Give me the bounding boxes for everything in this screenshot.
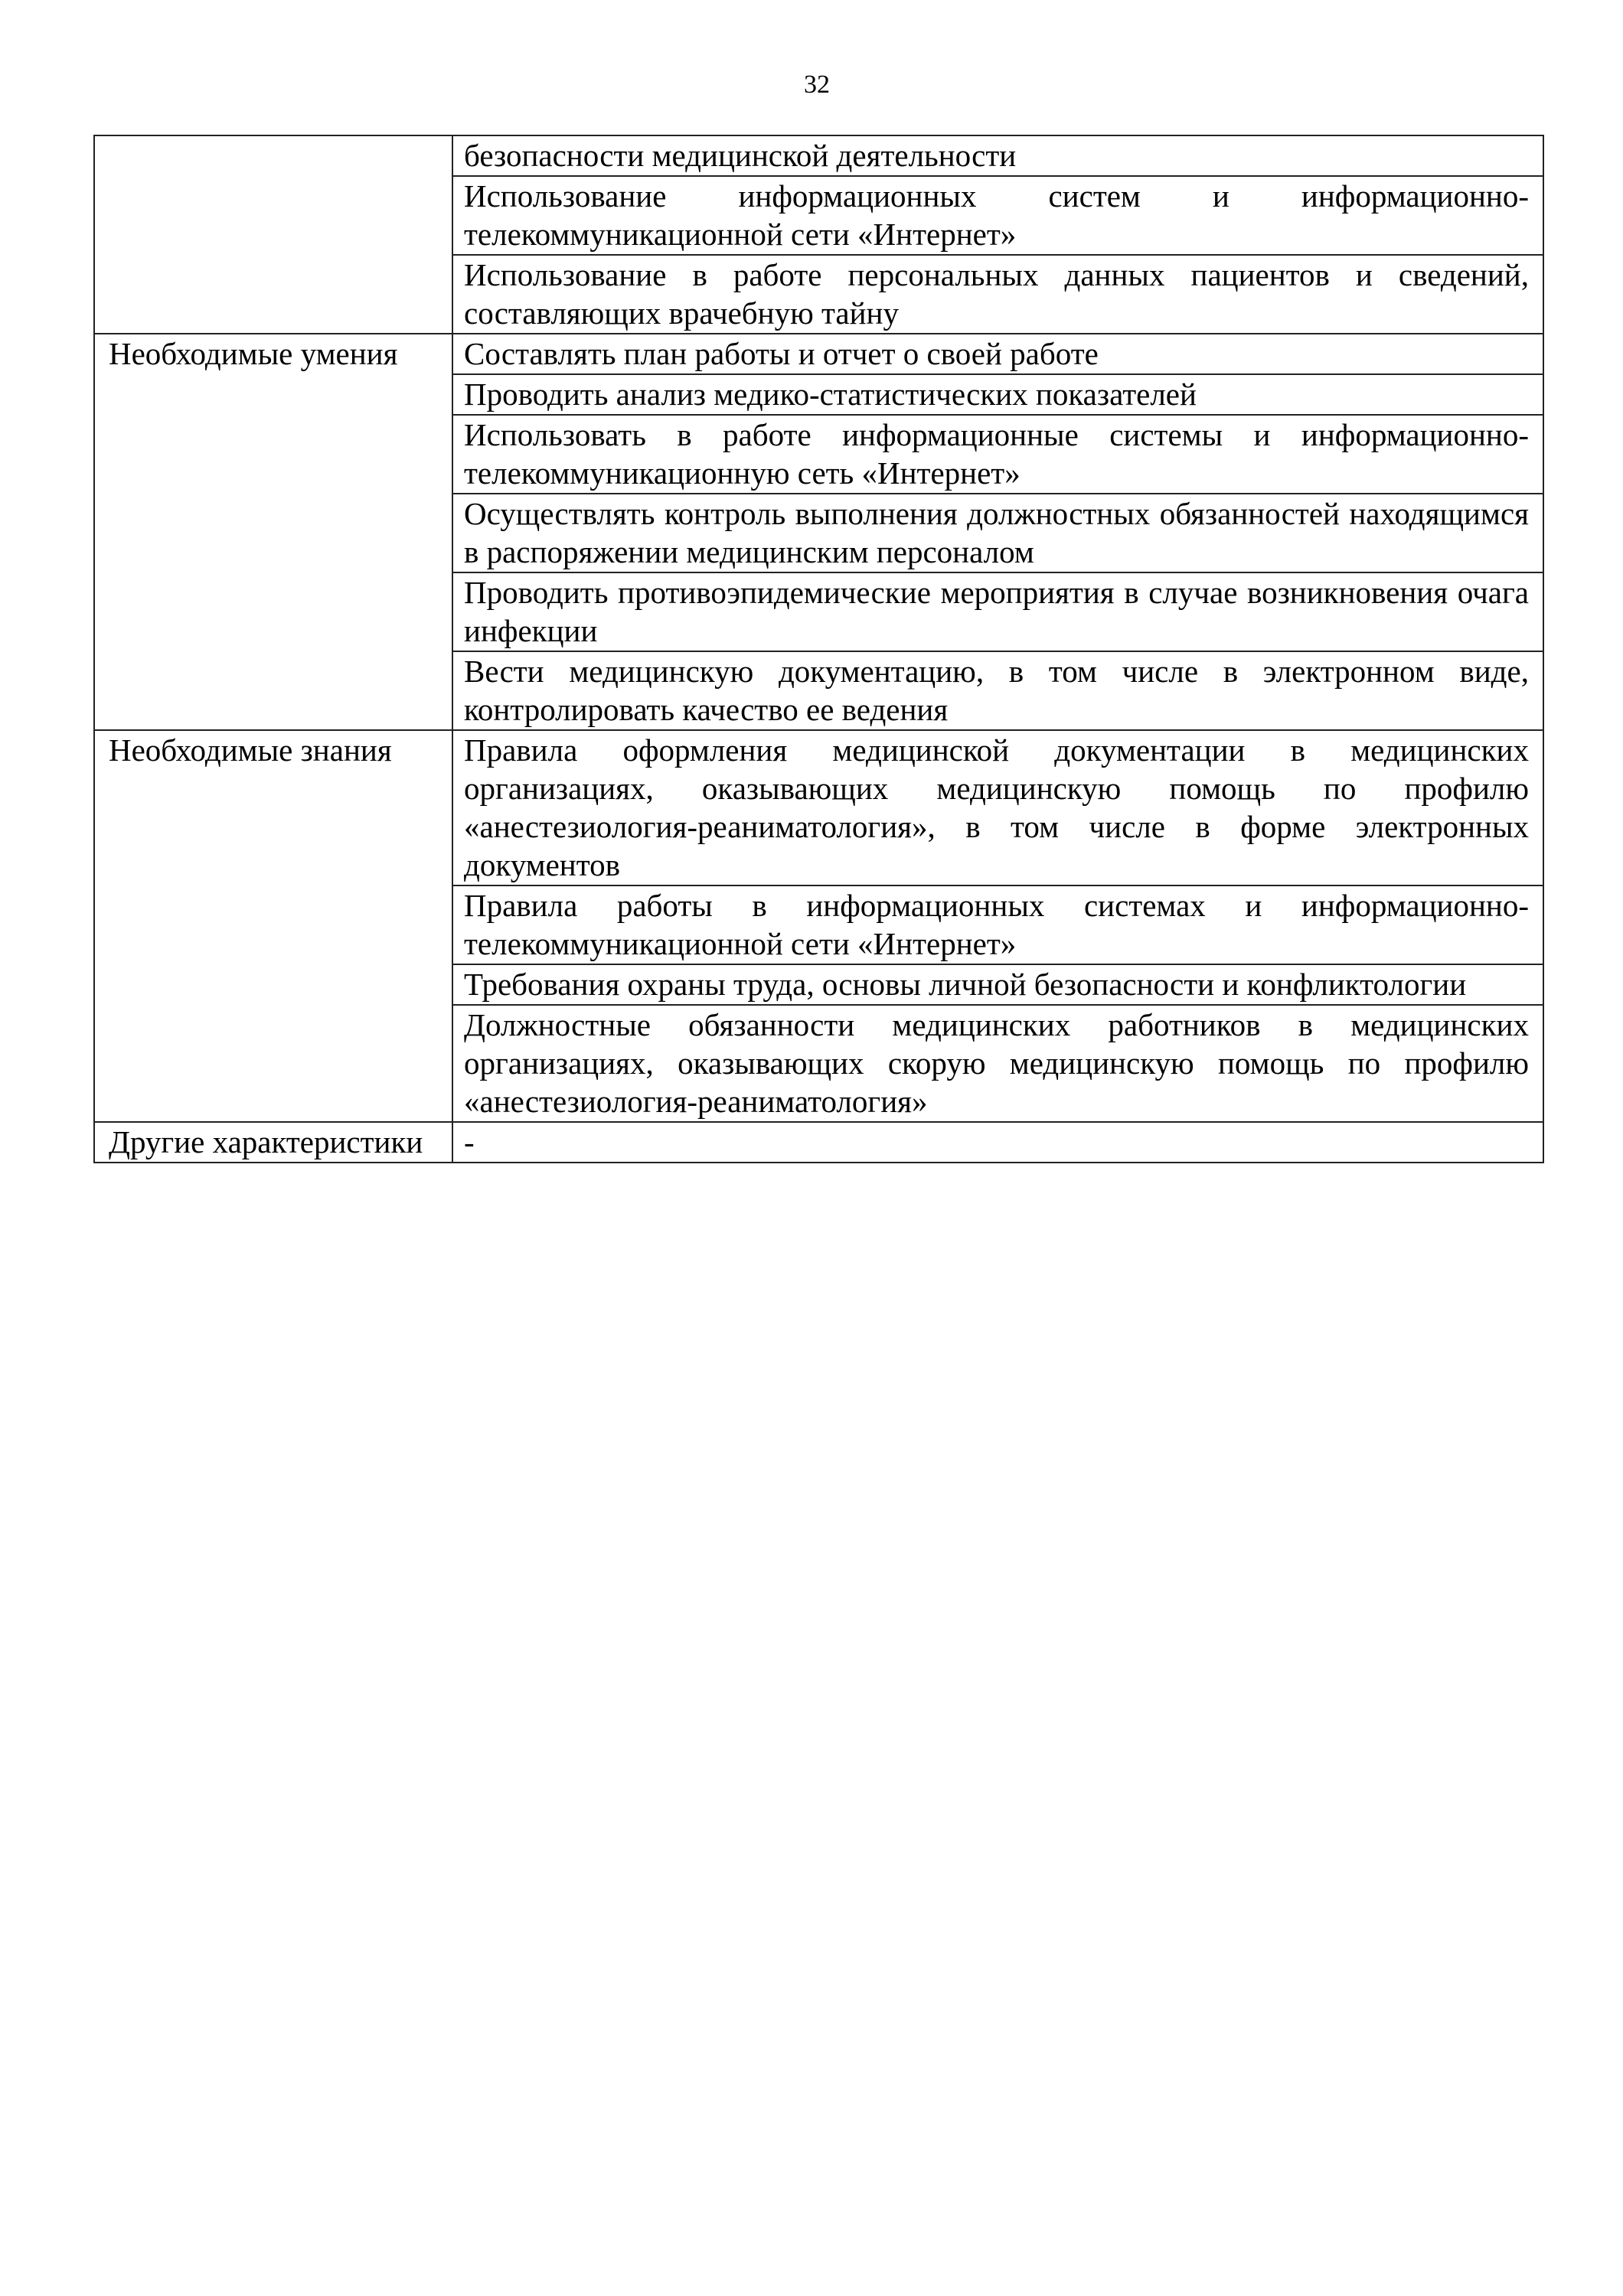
- row-item: Правила оформления медицинской документации в медицинских организациях, оказывающих медицинскую помощь по профилю «анестезиология-реаниматология», в том числе в форме электронных документов: [452, 730, 1543, 885]
- row-label: Другие характеристики: [94, 1122, 452, 1163]
- row-label: [94, 135, 452, 334]
- row-label: Необходимые знания: [94, 730, 452, 1122]
- row-item: Использование в работе персональных данных пациентов и сведений, составляющих врачебную тайну: [452, 255, 1543, 334]
- row-item: Проводить противоэпидемические мероприятия в случае возникновения очага инфекции: [452, 572, 1543, 651]
- row-label: Необходимые умения: [94, 334, 452, 730]
- row-item: Использовать в работе информационные системы и информационно-телекоммуникационную сеть «Интернет»: [452, 415, 1543, 494]
- row-item: безопасности медицинской деятельности: [452, 135, 1543, 176]
- row-item: Проводить анализ медико-статистических показателей: [452, 374, 1543, 415]
- table-row: [94, 730, 1543, 885]
- row-item: Требования охраны труда, основы личной безопасности и конфликтологии: [452, 964, 1543, 1005]
- page-number: 32: [804, 70, 830, 99]
- row-item: Вести медицинскую документацию, в том числе в электронном виде, контролировать качество ее ведения: [452, 651, 1543, 730]
- row-item: Должностные обязанности медицинских работников в медицинских организациях, оказывающих скорую медицинскую помощь по профилю «анестезиология-реаниматология»: [452, 1005, 1543, 1122]
- characteristics-table: [93, 135, 1544, 1163]
- row-item: -: [452, 1122, 1543, 1163]
- table-row: [94, 1122, 1543, 1163]
- row-item: Использование информационных систем и информационно-телекоммуникационной сети «Интернет»: [452, 176, 1543, 255]
- row-item: Правила работы в информационных системах и информационно-телекоммуникационной сети «Интернет»: [452, 885, 1543, 964]
- row-item: Осуществлять контроль выполнения должностных обязанностей находящимся в распоряжении медицинским персоналом: [452, 494, 1543, 572]
- table-row: [94, 135, 1543, 176]
- row-item: Составлять план работы и отчет о своей работе: [452, 334, 1543, 374]
- table-row: [94, 334, 1543, 374]
